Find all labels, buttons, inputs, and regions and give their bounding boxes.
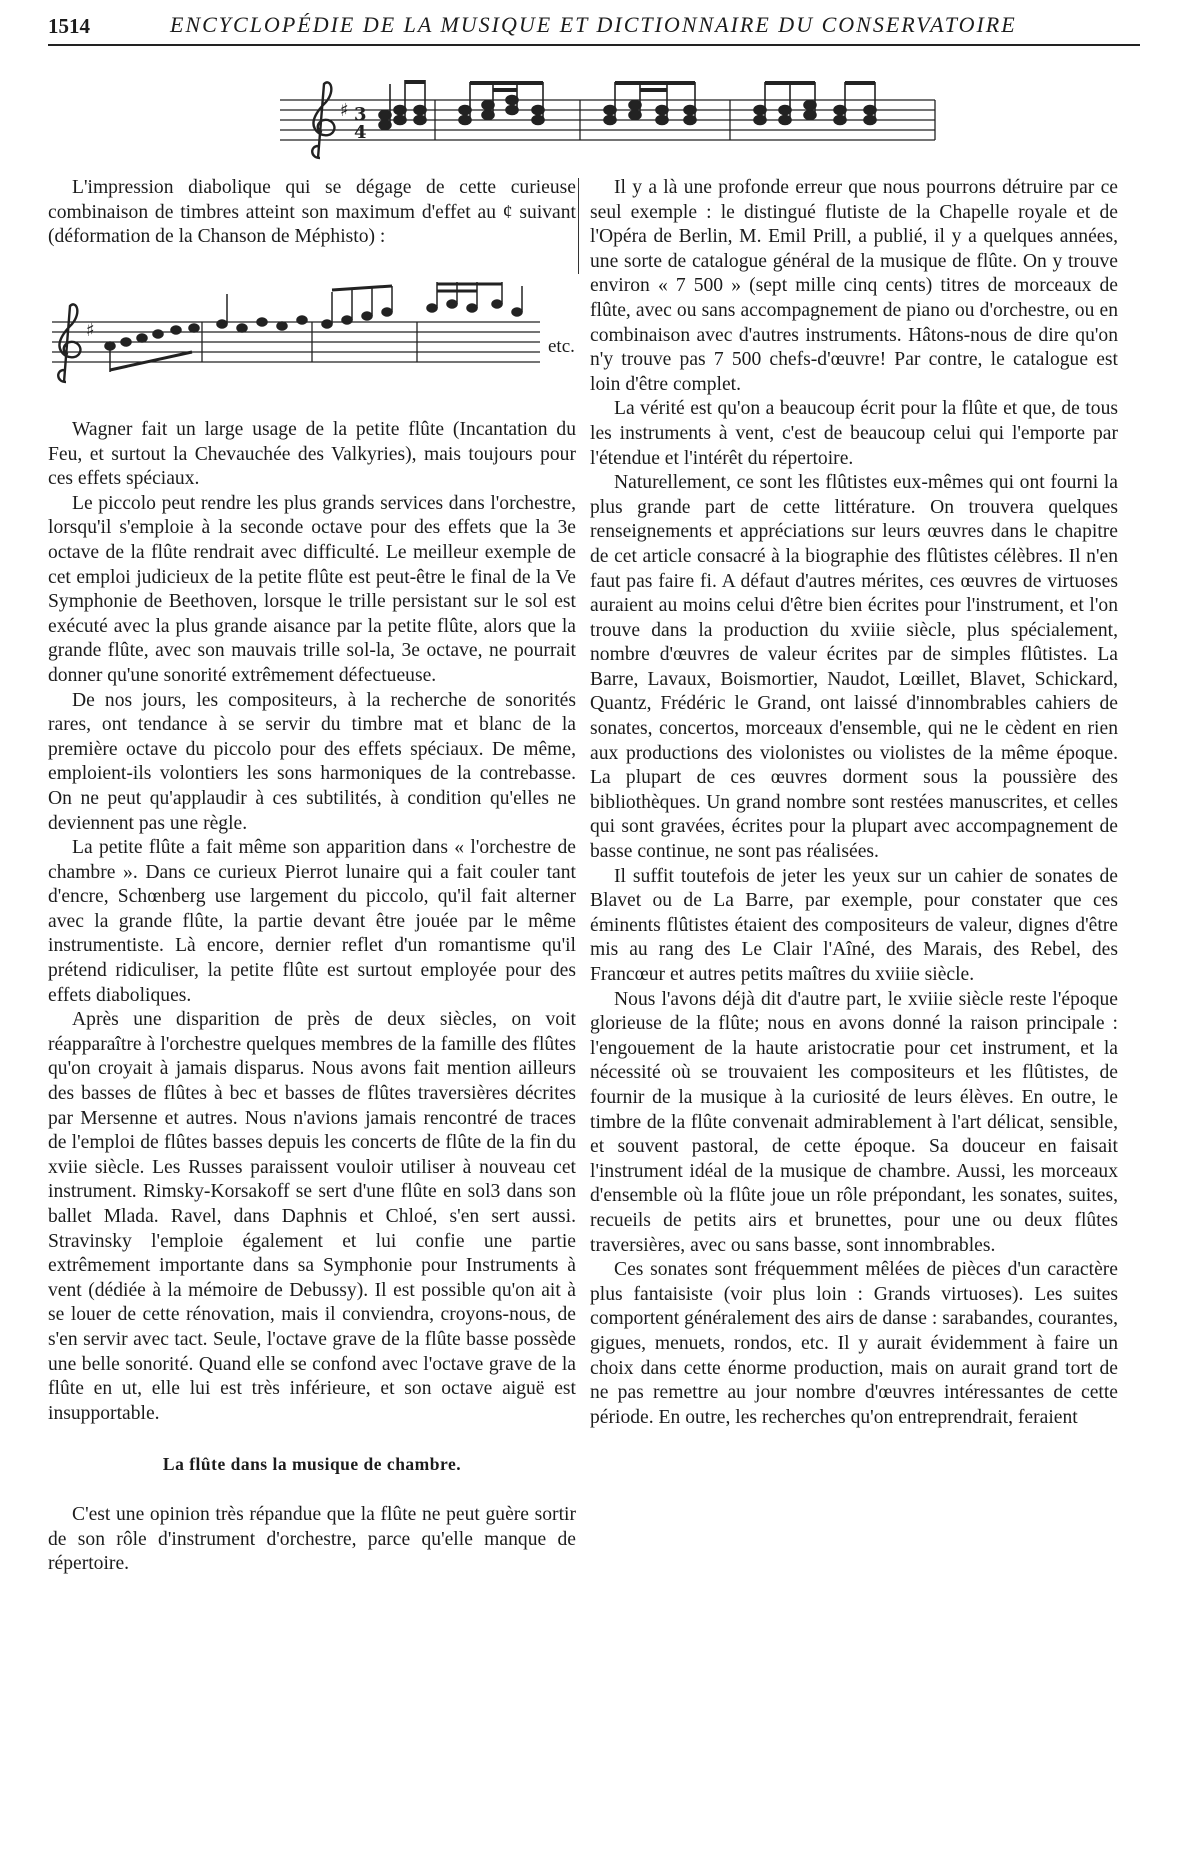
- running-title: ENCYCLOPÉDIE DE LA MUSIQUE ET DICTIONNAIRE DU CONSERVATOIRE: [170, 12, 1017, 37]
- paragraph-sonates: Ces sonates sont fréquemment mêlées de pièces d'un caractère plus fantaisiste (voir plus loin : Grands virtuoses). Les suites comportent généralement des airs de danse : sarabandes, courantes, gigues, menuets, rondos, etc. Il y aurait évidemment à faire un choix dans cette énorme production, mais on aurait grand tort de ne pas remettre au jour nombre d'œuvres intéressantes de cette période. En outre, les recherches qu'on entreprendrait, feraient: [590, 1259, 1118, 1428]
- page-number: 1514: [48, 14, 90, 38]
- paragraph-opinion: C'est une opinion très répandue que la flûte ne peut guère sortir de son rôle d'instrument d'orchestre, parce qu'elle manque de répertoire.: [48, 1503, 576, 1575]
- column-divider: [578, 178, 579, 274]
- music-example-2-annotation: etc.: [548, 336, 575, 357]
- paragraph-prill-catalogue: Il y a là une profonde erreur que nous pourrons détruire par ce seul exemple : le distingué flutiste de la Chapelle royale et de l'Opéra de Berlin, M. Emil Prill, a publié, il y a quelques années, une sorte de catalogue général de la musique de flûte. On y trouve environ « 7 500 » (sept mille cinq cents) titres de morceaux de flûte, avec ou sans accompagnement de piano ou d'orchestre, ou en combinaison avec d'autres instruments. Hâtons-nous de dire qu'on n'y trouve pas 7 500 chefs-d'œuvre! Par contre, le catalogue est loin d'être complet.: [590, 177, 1118, 395]
- right-column: [590, 176, 1118, 1430]
- paragraph-flutistes: Naturellement, ce sont les flûtistes eux-mêmes qui ont fourni la plus grande part de cette littérature. On trouvera quelques renseignements et appréciations sur leurs œuvres dans le chapitre de cet article consacré à la biographie des flûtistes célèbres. Il n'en faut pas faire fi. A défaut d'autres mérites, ces œuvres de virtuoses auraient au moins celui d'être bien écrites pour l'instrument, et l'on trouve dans la production du xviiie siècle, plus spécialement, nombre d'œuvres de valeur écrites par de simples flûtistes. La Barre, Lavaux, Boismortier, Naudot, Lœillet, Blavet, Schickard, Quantz, Frédéric le Grand, ont laissé d'innombrables cahiers de sonates, concertos, morceaux d'ensemble, qui ne le cèdent en rien aux productions des violonistes ou violistes de la même époque. La plupart de ces œuvres dorment sous la poussière des bibliothèques. Un grand nombre sont restées manuscrites, et celles qui sont gravées, écrites pour la plupart avec accompagnement de basse continue, ne sont pas réalisées.: [590, 472, 1118, 863]
- section-heading: La flûte dans la musique de chambre.: [162, 1454, 462, 1475]
- paragraph-flutes-basses: Après une disparition de près de deux siècles, on voit réapparaître à l'orchestre quelques membres de la famille des flûtes qu'on croyait à jamais disparus. Nous avons fait mention ailleurs des basses de flûtes à bec et basses de flûtes traversières décrites par Mersenne et autres. Nous n'avions jamais rencontré de traces de l'emploi de flûtes basses depuis les concerts de flûte de la fin du xviie siècle. Les Russes paraissent vouloir utiliser à nouveau cet instrument. Rimsky-Korsakoff se sert d'une flûte en sol3 dans son ballet Mlada. Ravel, dans Daphnis et Chloé, s'en sert aussi. Stravinsky l'emploie également et lui confie une partie extrêmement importante dans sa Symphonie pour Instruments à vent (dédiée à la mémoire de Debussy). Il est possible qu'on ait à se louer de cette rénovation, mais il conviendra, croyons-nous, de s'en servir avec tact. Seule, l'octave grave de la flûte basse possède une belle sonorité. Quand elle se confond avec l'octave grave de la flûte en ut, elle lui est très inférieure, et son octave aiguë est insupportable.: [48, 1009, 576, 1424]
- music-example-2: [52, 282, 542, 392]
- music-example-1: [280, 80, 940, 165]
- paragraph-orchestre-de-chambre: La petite flûte a fait même son apparition dans « l'orchestre de chambre ». Dans ce curieux Pierrot lunaire qui a fait couler tant d'encre, Schœnberg use largement du piccolo, qu'il fait alterner avec la grande flûte, la partie devant être jouée par le même instrumentiste. Là encore, dernier reflet d'un romantisme qu'il prétend ridiculiser, la petite flûte est surtout employée pour des effets diaboliques.: [48, 837, 576, 1006]
- left-column: [48, 418, 576, 1577]
- intro-paragraph: [48, 176, 576, 250]
- paragraph-xviiie-siecle: Nous l'avons déjà dit d'autre part, le xviiie siècle reste l'époque glorieuse de la flûte; nous en avons donné la raison principale : l'engouement de la haute aristocratie pour cet instrument, et la nécessité où se trouvaient les compositeurs et les flûtistes, de fournir de la musique à la curiosité de leurs élèves. En outre, le timbre de la flûte convenait admirablement à l'art délicat, sensible, et souvent pastoral, de cette époque. Sa douceur en faisait l'instrument idéal de la musique de chambre. Aussi, les morceaux d'ensemble où la flûte joue un rôle prépondant, les sonates, suites, recueils de petits airs et brunettes, pour une ou deux flûtes traversières, avec ou sans basse, sont innombrables.: [590, 988, 1118, 1256]
- svg-text:4: 4: [354, 122, 367, 143]
- svg-text:♯: ♯: [340, 100, 349, 121]
- paragraph-wagner: Wagner fait un large usage de la petite flûte (Incantation du Feu, et surtout la Chevauchée des Valkyries), mais toujours pour ces effets spéciaux.: [48, 419, 576, 490]
- svg-text:♯: ♯: [86, 320, 95, 341]
- paragraph-piccolo: Le piccolo peut rendre les plus grands services dans l'orchestre, lorsqu'il s'emploie à la seconde octave pour des effets que la 3e octave de la flûte rendrait avec difficulté. Le meilleur exemple de cet emploi judicieux de la petite flûte est peut-être le final de la Ve Symphonie de Beethoven, lorsque le trille persistant sur le sol est exécuté avec la plus grande aisance par la petite flûte, alors que la grande flûte, avec son mauvais trille sol-la, 3e octave, ne pourrait donner qu'une sonorité extrêmement défectueuse.: [48, 492, 576, 686]
- page-header: [48, 8, 1140, 46]
- svg-text:3: 3: [354, 104, 367, 125]
- paragraph-compositeurs: De nos jours, les compositeurs, à la recherche de sonorités rares, ont tendance à se servir du timbre mat et blanc de la première octave du piccolo pour des effets spéciaux. De même, emploient-ils volontiers les sons harmoniques de la contrebasse. On ne peut qu'applaudir à ces subtilités, à condition qu'elles ne deviennent pas une règle.: [48, 689, 576, 834]
- intro-text: L'impression diabolique qui se dégage de cette curieuse combinaison de timbres atteint son maximum d'effet au ¢ suivant (déformation de la Chanson de Méphisto) :: [48, 177, 576, 248]
- paragraph-verite: La vérité est qu'on a beaucoup écrit pour la flûte et que, de tous les instruments à vent, c'est de beaucoup celui qui l'emporte par l'étendue et l'intérêt du répertoire.: [590, 398, 1118, 469]
- paragraph-blavet: Il suffit toutefois de jeter les yeux sur un cahier de sonates de Blavet ou de La Barre, par exemple, pour constater que ces éminents flûtistes étaient des compositeurs de valeur, dignes d'être mis au rang des Le Clair l'Aîné, des Marais, des Rebel, des Francœur et autres petits maîtres du xviiie siècle.: [590, 865, 1118, 985]
